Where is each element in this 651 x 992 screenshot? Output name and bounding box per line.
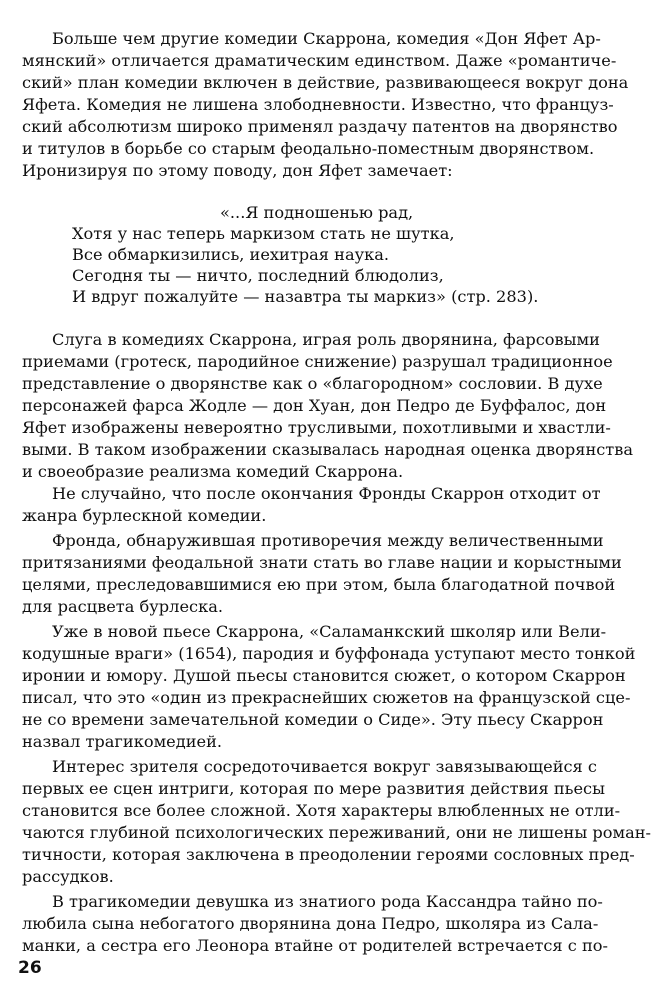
text-line: Больше чем другие комедии Скаррона, комедия «Дон Яфет Ар-	[52, 29, 601, 48]
text-line: ский абсолютизм широко применял раздачу патентов на дворянство	[22, 117, 618, 136]
text-line: и своеобразие реализма комедий Скаррона.	[22, 462, 404, 481]
verse-line: «...Я подношенью рад,	[220, 203, 414, 222]
text-line: Яфет изображены невероятно трусливыми, похотливыми и хвастли-	[22, 418, 611, 437]
text-line: жанра бурлескной комедии.	[22, 506, 267, 525]
verse-line: Все обмаркизились, иехитрая наука.	[72, 245, 390, 264]
text-line: для расцвета бурлеска.	[22, 597, 224, 616]
text-line: тичности, которая заключена в преодолении героями сословных пред-	[22, 845, 635, 864]
text-line: становится все более сложной. Хотя характеры влюбленных не отли-	[22, 801, 621, 820]
text-line: В трагикомедии девушка из знатиого рода Кассандра тайно по-	[52, 892, 603, 911]
text-line: Слуга в комедиях Скаррона, играя роль дворянина, фарсовыми	[52, 330, 600, 349]
text-line: кодушные враги» (1654), пародия и буффонада уступают место тонкой	[22, 644, 636, 663]
text-line: назвал трагикомедией.	[22, 732, 223, 751]
text-line: Уже в новой пьесе Скаррона, «Саламанкский школяр или Вели-	[52, 622, 607, 641]
text-line: персонажей фарса Жодле — дон Хуан, дон Педро де Буффалос, дон	[22, 396, 607, 415]
text-line: мянский» отличается драматическим единством. Даже «романтиче-	[22, 51, 617, 70]
text-line: писал, что это «один из прекраснейших сюжетов на французской сце-	[22, 688, 631, 707]
text-line: и титулов в борьбе со старым феодально-поместным дворянством.	[22, 139, 595, 158]
text-line: Фронда, обнаружившая противоречия между величественными	[52, 531, 604, 550]
text-line: манки, а сестра его Леонора втайне от родителей встречается с по-	[22, 936, 608, 955]
text-line: Интерес зрителя сосредоточивается вокруг завязывающейся с	[52, 757, 597, 776]
verse-line: И вдруг пожалуйте — назавтра ты маркиз» (стр. 283).	[72, 287, 539, 306]
text-line: выми. В таком изображении сказывалась народная оценка дворянства	[22, 440, 634, 459]
text-line: Иронизируя по этому поводу, дон Яфет замечает:	[22, 161, 453, 180]
text-line: Яфета. Комедия не лишена злободневности. Известно, что француз-	[22, 95, 614, 114]
text-line: представление о дворянстве как о «благородном» сословии. В духе	[22, 374, 603, 393]
verse-line: Сегодня ты — ничто, последний блюдолиз,	[72, 266, 444, 285]
text-line: рассудков.	[22, 867, 114, 886]
text-line: не со времени замечательной комедии о Сиде». Эту пьесу Скаррон	[22, 710, 604, 729]
text-line: Не случайно, что после окончания Фронды Скаррон отходит от	[52, 484, 601, 503]
text-line: приемами (гротеск, пародийное снижение) разрушал традиционное	[22, 352, 613, 371]
verse-line: Хотя у нас теперь маркизом стать не шутка,	[72, 224, 455, 243]
text-line: любила сына небогатого дворянина дона Педро, школяра из Сала-	[22, 914, 599, 933]
text-line: иронии и юмору. Душой пьесы становится сюжет, о котором Скаррон	[22, 666, 626, 685]
text-line: целями, преследовавшимися ею при этом, была благодатной почвой	[22, 575, 616, 594]
text-line: ский» план комедии включен в действие, развивающееся вокруг дона	[22, 73, 629, 92]
page-number: 26	[18, 958, 42, 978]
text-line: чаются глубиной психологических переживаний, они не лишены роман-	[22, 823, 651, 842]
text-line: притязаниями феодальной знати стать во главе нации и корыстными	[22, 553, 622, 572]
text-line: первых ее сцен интриги, которая по мере развития действия пьесы	[22, 779, 606, 798]
